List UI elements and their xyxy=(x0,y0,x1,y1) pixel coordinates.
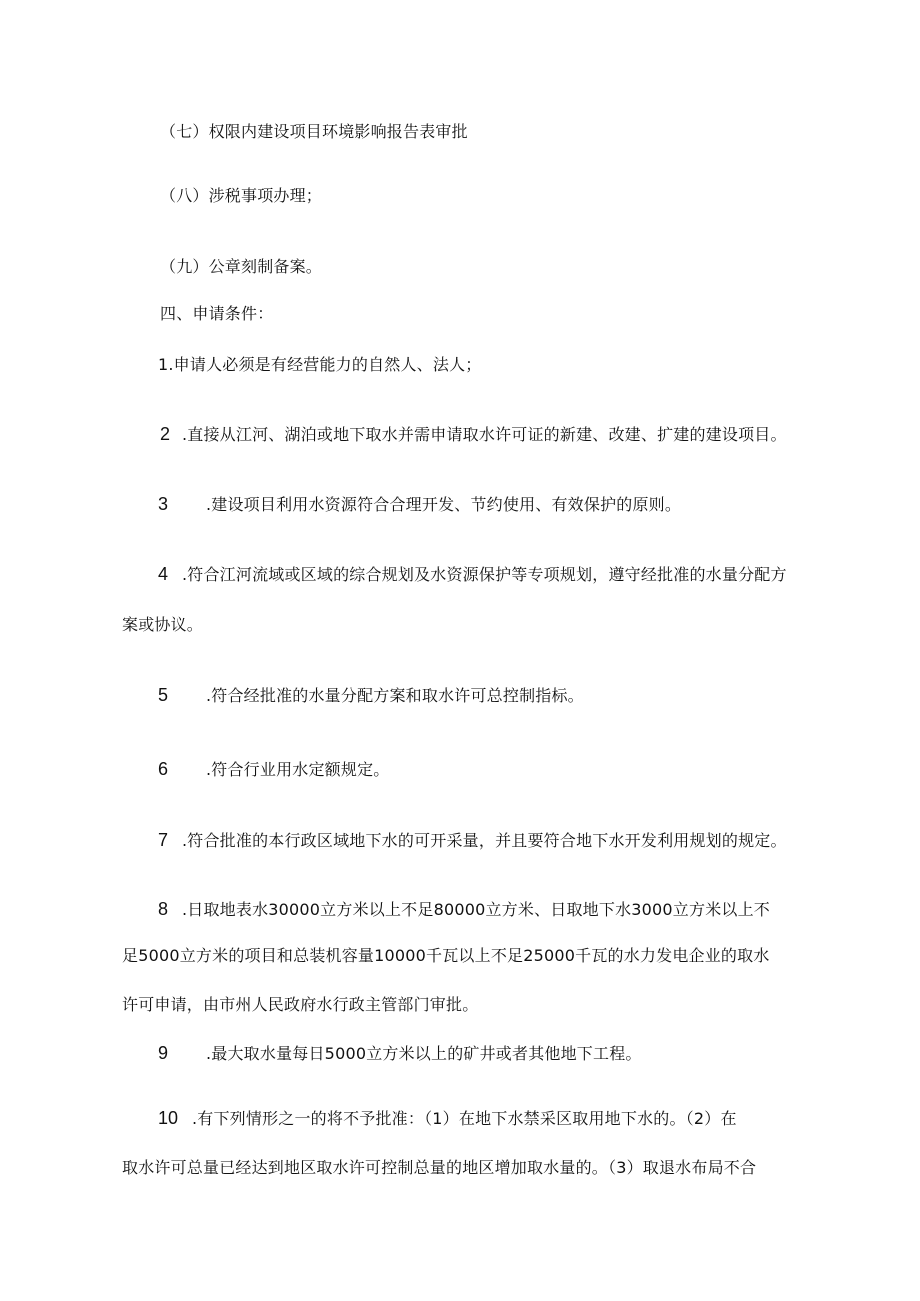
condition-3-number: 3 xyxy=(158,494,169,514)
condition-8-number: 8 xyxy=(158,899,169,919)
condition-8-text: .日取地表水30000立方米以上不足80000立方米、日取地下水3000立方米以上不 xyxy=(182,900,771,919)
condition-1: 1.申请人必须是有经营能力的自然人、法人； xyxy=(158,355,482,374)
condition-5-text: .符合经批准的水量分配方案和取水许可总控制指标。 xyxy=(206,686,584,705)
condition-10-text: .有下列情形之一的将不予批准：（1）在地下水禁采区取用地下水的。（2）在 xyxy=(192,1109,737,1128)
condition-6-text: .符合行业用水定额规定。 xyxy=(206,760,390,779)
condition-7-text: .符合批准的本行政区域地下水的可开采量，并且要符合地下水开发利用规划的规定。 xyxy=(182,831,787,850)
condition-2-text: .直接从江河、湖泊或地下取水并需申请取水许可证的新建、改建、扩建的建设项目。 xyxy=(182,425,787,444)
condition-4-text-cont: 案或协议。 xyxy=(122,615,204,634)
condition-9-text: .最大取水量每日5000立方米以上的矿井或者其他地下工程。 xyxy=(206,1044,642,1063)
item-7: （七）权限内建设项目环境影响报告表审批 xyxy=(160,122,468,141)
condition-3-text: .建设项目利用水资源符合合理开发、节约使用、有效保护的原则。 xyxy=(206,495,682,514)
condition-4-text: .符合江河流域或区域的综合规划及水资源保护等专项规划，遵守经批准的水量分配方 xyxy=(182,565,787,584)
section-heading-4: 四、申请条件： xyxy=(160,304,274,323)
condition-8-text-cont2: 许可申请，由市州人民政府水行政主管部门审批。 xyxy=(122,995,479,1014)
condition-10-text-cont: 取水许可总量已经达到地区取水许可控制总量的地区增加取水量的。（3）取退水布局不合 xyxy=(122,1158,757,1177)
condition-6-number: 6 xyxy=(158,759,169,779)
condition-5-number: 5 xyxy=(158,685,169,705)
condition-10-number: 10 xyxy=(158,1108,179,1128)
item-8: （八）涉税事项办理； xyxy=(160,186,323,205)
condition-8-text-cont1: 足5000立方米的项目和总装机容量10000千瓦以上不足25000千瓦的水力发电企业的取水 xyxy=(122,946,770,965)
condition-2-number: 2 xyxy=(160,424,171,444)
item-9: （九）公章刻制备案。 xyxy=(160,257,323,276)
condition-7-number: 7 xyxy=(158,830,169,850)
condition-4-number: 4 xyxy=(158,564,169,584)
condition-9-number: 9 xyxy=(158,1043,169,1063)
